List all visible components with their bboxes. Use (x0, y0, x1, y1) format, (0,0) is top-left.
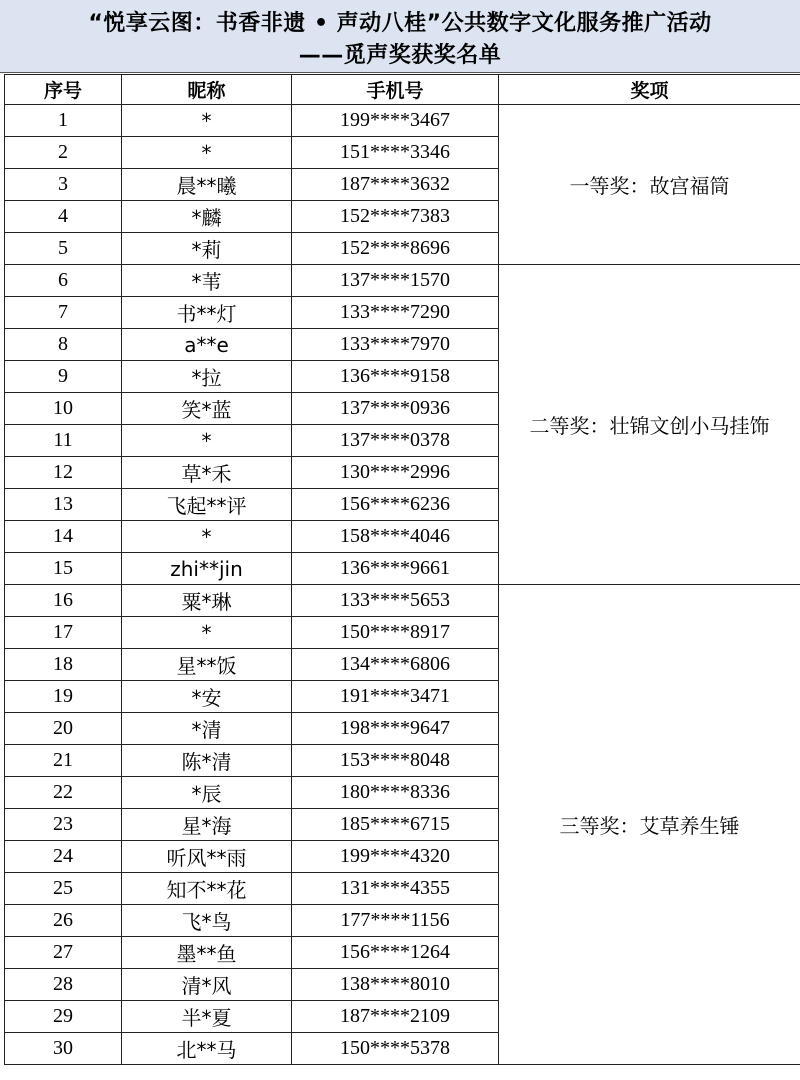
row-phone: 136****9661 (292, 553, 499, 585)
row-nickname: * (122, 617, 292, 649)
row-nickname: 墨**鱼 (122, 937, 292, 969)
row-index: 5 (5, 233, 122, 265)
row-nickname: * (122, 105, 292, 137)
row-index: 3 (5, 169, 122, 201)
title-block (0, 0, 800, 73)
row-nickname: 听风**雨 (122, 841, 292, 873)
row-phone: 150****5378 (292, 1033, 499, 1065)
row-index: 26 (5, 905, 122, 937)
header-phone: 手机号 (292, 75, 499, 105)
row-phone: 187****2109 (292, 1001, 499, 1033)
prize-cell: 三等奖：艾草养生锤 (499, 585, 800, 1065)
table-row (5, 105, 800, 137)
row-nickname: 草*禾 (122, 457, 292, 489)
row-nickname: * (122, 521, 292, 553)
row-index: 23 (5, 809, 122, 841)
row-phone: 133****7290 (292, 297, 499, 329)
row-nickname: 北**马 (122, 1033, 292, 1065)
row-nickname: 清*风 (122, 969, 292, 1001)
row-phone: 153****8048 (292, 745, 499, 777)
row-phone: 137****0936 (292, 393, 499, 425)
row-index: 28 (5, 969, 122, 1001)
row-nickname: *辰 (122, 777, 292, 809)
row-phone: 136****9158 (292, 361, 499, 393)
row-phone: 180****8336 (292, 777, 499, 809)
row-index: 20 (5, 713, 122, 745)
row-index: 16 (5, 585, 122, 617)
row-index: 19 (5, 681, 122, 713)
row-nickname: 粟*琳 (122, 585, 292, 617)
row-nickname: 陈*清 (122, 745, 292, 777)
row-nickname: *苇 (122, 265, 292, 297)
row-index: 22 (5, 777, 122, 809)
row-index: 4 (5, 201, 122, 233)
row-phone: 133****5653 (292, 585, 499, 617)
row-index: 24 (5, 841, 122, 873)
row-phone: 177****1156 (292, 905, 499, 937)
row-phone: 130****2996 (292, 457, 499, 489)
row-nickname: a**e (122, 329, 292, 361)
row-phone: 152****7383 (292, 201, 499, 233)
row-index: 1 (5, 105, 122, 137)
row-index: 14 (5, 521, 122, 553)
row-index: 13 (5, 489, 122, 521)
row-phone: 131****4355 (292, 873, 499, 905)
row-index: 29 (5, 1001, 122, 1033)
row-index: 10 (5, 393, 122, 425)
row-index: 7 (5, 297, 122, 329)
row-index: 2 (5, 137, 122, 169)
row-phone: 152****8696 (292, 233, 499, 265)
table-header-row (5, 75, 800, 105)
list-subtitle: ——觅声奖获奖名单 (298, 43, 502, 68)
prize-cell: 二等奖：壮锦文创小马挂饰 (499, 265, 800, 585)
row-phone: 158****4046 (292, 521, 499, 553)
row-phone: 134****6806 (292, 649, 499, 681)
table-body (5, 105, 800, 1065)
row-nickname: *清 (122, 713, 292, 745)
row-phone: 137****1570 (292, 265, 499, 297)
row-phone: 187****3632 (292, 169, 499, 201)
row-phone: 198****9647 (292, 713, 499, 745)
row-index: 21 (5, 745, 122, 777)
row-nickname: 飞*鸟 (122, 905, 292, 937)
row-nickname: 星*海 (122, 809, 292, 841)
row-nickname: *拉 (122, 361, 292, 393)
row-nickname: *麟 (122, 201, 292, 233)
row-index: 25 (5, 873, 122, 905)
row-phone: 185****6715 (292, 809, 499, 841)
row-index: 17 (5, 617, 122, 649)
row-index: 6 (5, 265, 122, 297)
row-nickname: 半*夏 (122, 1001, 292, 1033)
row-nickname: 星**饭 (122, 649, 292, 681)
row-index: 27 (5, 937, 122, 969)
row-phone: 133****7970 (292, 329, 499, 361)
row-nickname: *莉 (122, 233, 292, 265)
row-phone: 151****3346 (292, 137, 499, 169)
row-nickname: * (122, 425, 292, 457)
row-nickname: 笑*蓝 (122, 393, 292, 425)
header-nickname: 昵称 (122, 75, 292, 105)
row-phone: 199****3467 (292, 105, 499, 137)
row-phone: 156****1264 (292, 937, 499, 969)
row-phone: 138****8010 (292, 969, 499, 1001)
row-index: 8 (5, 329, 122, 361)
row-index: 12 (5, 457, 122, 489)
row-phone: 156****6236 (292, 489, 499, 521)
row-index: 9 (5, 361, 122, 393)
row-phone: 150****8917 (292, 617, 499, 649)
row-phone: 199****4320 (292, 841, 499, 873)
row-nickname: 飞起**评 (122, 489, 292, 521)
table-row (5, 585, 800, 617)
header-index: 序号 (5, 75, 122, 105)
row-nickname: 知不**花 (122, 873, 292, 905)
row-index: 15 (5, 553, 122, 585)
winners-table (4, 74, 800, 1065)
row-nickname: * (122, 137, 292, 169)
row-index: 18 (5, 649, 122, 681)
prize-cell: 一等奖：故宫福筒 (499, 105, 800, 265)
row-index: 11 (5, 425, 122, 457)
row-index: 30 (5, 1033, 122, 1065)
row-nickname: 书**灯 (122, 297, 292, 329)
table-row (5, 265, 800, 297)
row-nickname: zhi**jin (122, 553, 292, 585)
row-nickname: *安 (122, 681, 292, 713)
row-phone: 137****0378 (292, 425, 499, 457)
row-nickname: 晨**曦 (122, 169, 292, 201)
event-title: “悦享云图：书香非遗 • 声动八桂”公共数字文化服务推广活动 (88, 11, 712, 36)
header-prize: 奖项 (499, 75, 800, 105)
row-phone: 191****3471 (292, 681, 499, 713)
